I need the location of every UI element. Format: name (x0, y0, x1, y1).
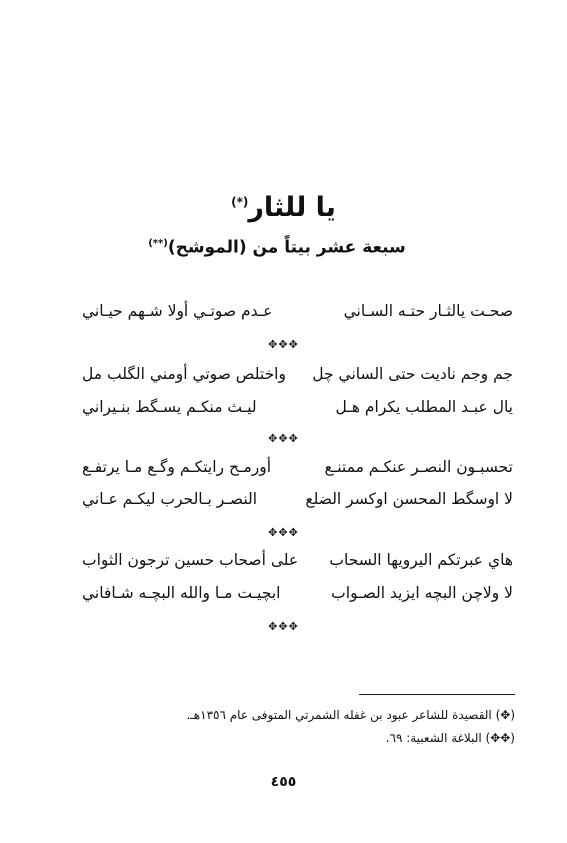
verse-first-hemistich: لا ولاچن البچه ايزيد الصـواب (331, 584, 513, 602)
subtitle-footnote-mark: (**) (148, 238, 168, 249)
verse-first-hemistich: صحـت يالثـار حتـه السـاني (343, 302, 513, 320)
verse-second-hemistich: أورمـح رايتكـم وگـع مـا يرتفـع (82, 458, 272, 476)
title-footnote-mark: (*) (231, 195, 249, 209)
verse-first-hemistich: جم وجم ناديت حتى الساني چل (312, 365, 513, 383)
verse-line (82, 578, 513, 608)
footnote-divider (359, 694, 515, 695)
poem-subtitle (67, 232, 487, 260)
verse-line (82, 359, 513, 389)
footnote: (✥) القصيدة للشاعر عبود بن غفله الشمرتي المتوفى عام ١٣٥٦هـ. (186, 708, 515, 722)
page-number: ٤٥٥ (270, 774, 297, 790)
verse-second-hemistich: ليـث منكـم يسـگط بنـيراني (82, 398, 257, 416)
ornament-separator: ✥✥✥ (268, 338, 299, 351)
poem-subtitle-text: سبعة عشر بيتاً من (الموشح) (167, 237, 406, 258)
verse-line (82, 452, 513, 482)
poem-title (0, 182, 567, 228)
verse-second-hemistich: واختلص صوتي أومني الگلب مل (82, 365, 286, 383)
verse-first-hemistich: هاي عبرتكم اليرويها السحاب (329, 551, 513, 569)
footnote: (✥✥) البلاغة الشعبية: ٦٩. (385, 731, 515, 745)
ornament-separator: ✥✥✥ (268, 526, 299, 539)
verse-second-hemistich: النصـر بـالحرب ليكـم عـاني (82, 490, 258, 508)
ornament-separator: ✥✥✥ (268, 620, 299, 633)
verse-first-hemistich: لا اوسگط المحسن اوكسر الضلع (305, 490, 513, 508)
verse-second-hemistich: عـدم صوتـي أولا شـهم حيـاني (82, 302, 273, 320)
verse-line (82, 296, 513, 326)
verse-line (82, 545, 513, 575)
verse-second-hemistich: على أصحاب حسين ترجون الثواب (82, 551, 299, 569)
poem-title-text: يا للثار (248, 192, 336, 223)
verse-first-hemistich: تحسبـون النصـر عنكـم ممتنـع (324, 458, 513, 476)
verse-first-hemistich: يال عبـد المطلب يكرام هـل (335, 398, 513, 416)
verse-line (82, 392, 513, 422)
verse-line (82, 484, 513, 514)
ornament-separator: ✥✥✥ (268, 432, 299, 445)
verse-second-hemistich: ابچيـت مـا والله البچـه شـافاني (82, 584, 281, 602)
